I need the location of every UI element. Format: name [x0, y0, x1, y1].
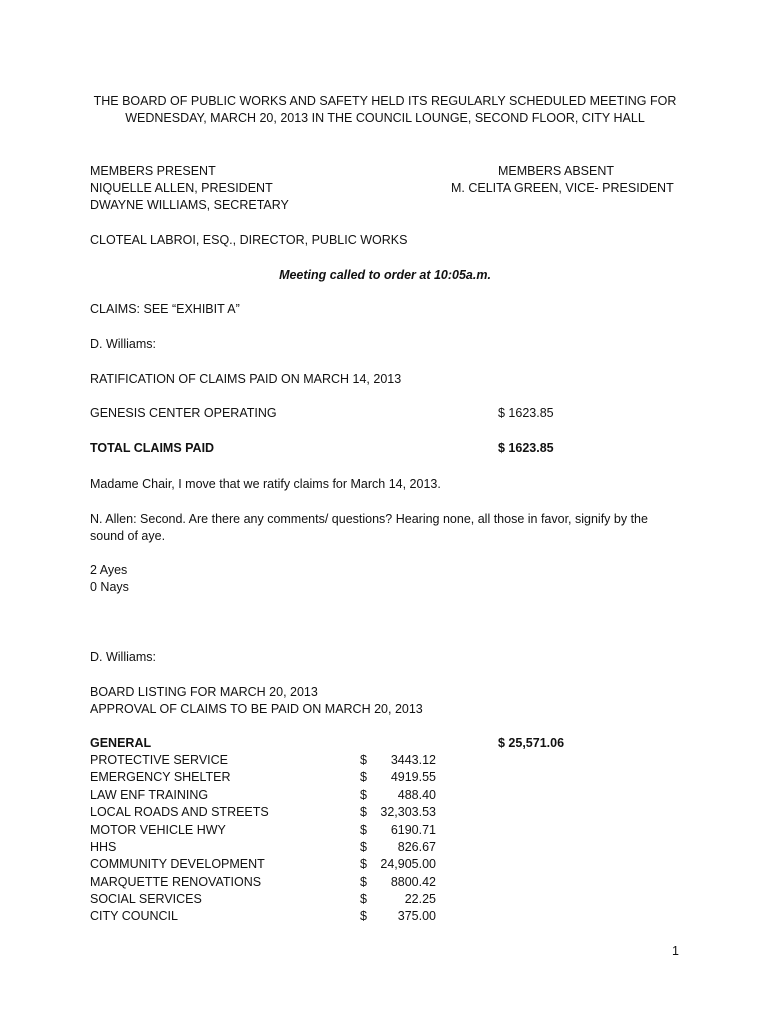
- line-item-amount: 375.00: [397, 909, 436, 923]
- board-listing-title: BOARD LISTING FOR MARCH 20, 2013: [90, 685, 318, 699]
- line-item-label: MOTOR VEHICLE HWY: [90, 823, 226, 837]
- line-item-label: CITY COUNCIL: [90, 909, 178, 923]
- line-item-amount: 8800.42: [390, 875, 436, 889]
- line-item-amount: 826.67: [397, 840, 436, 854]
- line-item-currency: $: [360, 805, 367, 819]
- line-item-label: SOCIAL SERVICES: [90, 892, 202, 906]
- ayes-count: 2 Ayes: [90, 563, 128, 577]
- nays-count: 0 Nays: [90, 580, 129, 594]
- claim-item-label: GENESIS CENTER OPERATING: [90, 406, 277, 420]
- line-item-currency: $: [360, 909, 367, 923]
- line-item-amount: 24,905.00: [380, 857, 436, 871]
- member-absent-item: M. CELITA GREEN, VICE- PRESIDENT: [451, 181, 674, 195]
- member-present-item: NIQUELLE ALLEN, PRESIDENT: [90, 181, 273, 195]
- line-item-label: LOCAL ROADS AND STREETS: [90, 805, 269, 819]
- line-item-label: LAW ENF TRAINING: [90, 788, 209, 802]
- line-item-amount: 32,303.53: [380, 805, 436, 819]
- call-to-order: Meeting called to order at 10:05a.m.: [279, 268, 491, 282]
- line-item-amount: 488.40: [397, 788, 436, 802]
- line-item-label: EMERGENCY SHELTER: [90, 770, 231, 784]
- claim-item-amount: $ 1623.85: [498, 406, 554, 420]
- line-item-label: MARQUETTE RENOVATIONS: [90, 875, 262, 889]
- members-present-heading: MEMBERS PRESENT: [90, 164, 216, 178]
- document-title-line-2: WEDNESDAY, MARCH 20, 2013 IN THE COUNCIL LOUNGE, SECOND FLOOR, CITY HALL: [125, 111, 645, 125]
- ratification-title: RATIFICATION OF CLAIMS PAID ON MARCH 14, 2013: [90, 372, 402, 386]
- line-item-label: COMMUNITY DEVELOPMENT: [90, 857, 265, 871]
- general-fund-label: GENERAL: [90, 736, 152, 750]
- general-fund-total: $ 25,571.06: [498, 736, 565, 750]
- line-item-amount: 6190.71: [390, 823, 436, 837]
- second-text: N. Allen: Second. Are there any comments/ questions? Hearing none, all those in favor, signify by the sound of aye.: [90, 512, 648, 543]
- line-item-currency: $: [360, 823, 367, 837]
- line-item-currency: $: [360, 840, 367, 854]
- line-item-label: HHS: [90, 840, 117, 854]
- line-item-amount: 4919.55: [390, 770, 436, 784]
- approval-title: APPROVAL OF CLAIMS TO BE PAID ON MARCH 20, 2013: [90, 702, 423, 716]
- members-absent-heading: MEMBERS ABSENT: [498, 164, 614, 178]
- total-claims-amount: $ 1623.85: [498, 441, 554, 455]
- speaker-label: D. Williams:: [90, 337, 156, 351]
- total-claims-label: TOTAL CLAIMS PAID: [90, 441, 215, 455]
- line-item-currency: $: [360, 753, 367, 767]
- document-title-line-1: THE BOARD OF PUBLIC WORKS AND SAFETY HELD ITS REGULARLY SCHEDULED MEETING FOR: [93, 94, 677, 108]
- director-line: CLOTEAL LABROI, ESQ., DIRECTOR, PUBLIC WORKS: [90, 233, 408, 247]
- page-number: 1: [672, 944, 679, 958]
- line-item-currency: $: [360, 770, 367, 784]
- line-item-currency: $: [360, 788, 367, 802]
- line-item-amount: 3443.12: [390, 753, 436, 767]
- line-item-currency: $: [360, 857, 367, 871]
- line-item-currency: $: [360, 875, 367, 889]
- member-present-item: DWAYNE WILLIAMS, SECRETARY: [90, 198, 289, 212]
- line-item-label: PROTECTIVE SERVICE: [90, 753, 228, 767]
- speaker-label: D. Williams:: [90, 650, 156, 664]
- line-item-amount: 22.25: [404, 892, 436, 906]
- motion-text: Madame Chair, I move that we ratify claims for March 14, 2013.: [90, 477, 441, 491]
- line-item-currency: $: [360, 892, 367, 906]
- claims-reference: CLAIMS: SEE “EXHIBIT A”: [90, 302, 240, 316]
